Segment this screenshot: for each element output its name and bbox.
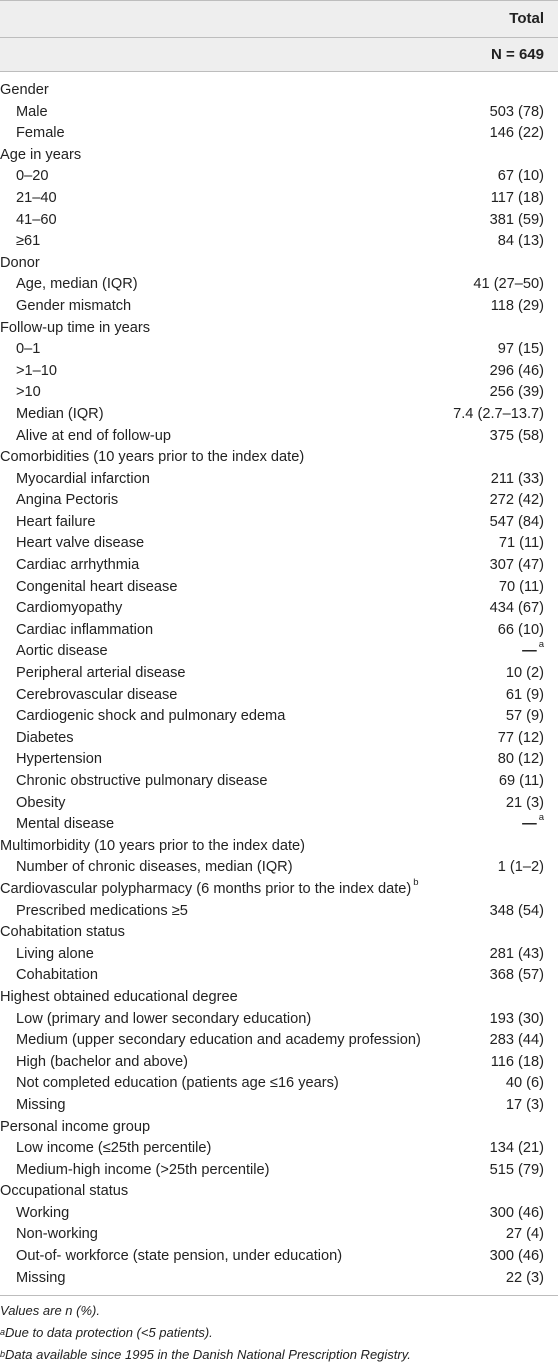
row-label-text: Working: [16, 1204, 70, 1221]
table-body: [0, 72, 558, 1289]
row-label-text: Male: [16, 103, 48, 120]
table-row: [0, 620, 558, 642]
row-value: [498, 728, 544, 750]
row-label: [16, 965, 98, 987]
table-row: [0, 102, 558, 124]
row-label-text: Low (primary and lower secondary education): [16, 1010, 312, 1027]
row-label: [16, 426, 171, 448]
footnote-marker: a: [538, 812, 544, 824]
row-value-text: 80 (12): [497, 751, 544, 768]
row-label-text: Alive at end of follow-up: [16, 427, 171, 444]
row-value: [490, 102, 544, 124]
row-value-text: 307 (47): [489, 557, 544, 574]
row-value: [490, 944, 544, 966]
row-value-text: 116 (18): [490, 1053, 544, 1070]
row-value: [491, 1052, 544, 1074]
row-label-text: Medium (upper secondary education and academy profession): [16, 1032, 421, 1049]
row-value: [490, 210, 544, 232]
row-label-text: Medium-high income (>25th percentile): [16, 1161, 270, 1178]
table-header: [0, 0, 558, 72]
row-label: [16, 533, 144, 555]
row-value: [506, 685, 544, 707]
row-value-text: 22 (3): [505, 1269, 544, 1286]
section-header-row: [0, 80, 558, 102]
row-label: [16, 166, 48, 188]
table-row: [0, 188, 558, 210]
row-label-text: Diabetes: [16, 729, 74, 746]
row-label-text: Living alone: [16, 945, 94, 962]
table-footnotes: [0, 1296, 558, 1366]
row-label-text: Cardiac inflammation: [16, 621, 154, 638]
footnote: [0, 1300, 558, 1322]
table-row: [0, 771, 558, 793]
header-row-n: [0, 38, 558, 71]
row-label: [0, 318, 150, 340]
row-label: [16, 296, 131, 318]
footnote-marker: b: [0, 1349, 6, 1360]
table-row: [0, 426, 558, 448]
row-label-text: Heart valve disease: [16, 535, 145, 552]
row-value-text: 10 (2): [505, 665, 544, 682]
section-header-row: [0, 987, 558, 1009]
row-label: [16, 857, 293, 879]
row-value: [490, 426, 544, 448]
row-value-text: 70 (11): [498, 578, 544, 595]
table-row: [0, 685, 558, 707]
row-label: [16, 577, 177, 599]
row-value: [490, 512, 544, 534]
table-row: [0, 793, 558, 815]
row-value: [506, 706, 544, 728]
section-header-row: [0, 447, 558, 469]
row-value: [506, 793, 544, 815]
row-label-text: Non-working: [16, 1226, 98, 1243]
footnote: [0, 1344, 558, 1366]
table-row: [0, 965, 558, 987]
row-label: [0, 1117, 150, 1139]
row-value: [490, 1009, 544, 1031]
row-value: [506, 1268, 544, 1290]
table-row: [0, 469, 558, 491]
row-label-text: >10: [16, 384, 41, 401]
footnote-text: Data available since 1995 in the Danish National Prescription Registry.: [5, 1347, 411, 1363]
row-value: [490, 123, 544, 145]
row-label: [16, 361, 57, 383]
row-label: [16, 944, 94, 966]
row-label: [16, 620, 153, 642]
row-value: [522, 814, 544, 836]
row-label: [16, 512, 96, 534]
row-label: [16, 404, 104, 426]
table-row: [0, 404, 558, 426]
row-label: [16, 598, 122, 620]
row-value-text: 77 (12): [497, 729, 544, 746]
footnote-text: Values are n (%).: [0, 1303, 100, 1319]
row-label: [16, 555, 139, 577]
row-value-text: 71 (11): [498, 535, 544, 552]
row-value-text: 118 (29): [490, 297, 544, 314]
row-label: [16, 1224, 98, 1246]
row-label-text: Cardiac arrhythmia: [16, 557, 140, 574]
table-row: [0, 339, 558, 361]
row-label-text: 21–40: [16, 189, 57, 206]
row-label-text: Obesity: [16, 794, 66, 811]
row-label-text: Cohabitation status: [0, 924, 125, 941]
n-label: N = 649: [491, 46, 544, 63]
table-row: [0, 123, 558, 145]
row-label: [0, 922, 125, 944]
row-value: [498, 231, 544, 253]
footnote-text: Due to data protection (<5 patients).: [5, 1325, 213, 1341]
row-value-text: 300 (46): [489, 1204, 544, 1221]
row-label: [16, 339, 40, 361]
row-label-text: Multimorbidity (10 years prior to the index date): [0, 837, 305, 854]
row-value-text: 7.4 (2.7–13.7): [453, 405, 544, 422]
row-value-text: 193 (30): [489, 1010, 544, 1027]
row-label-text: Congenital heart disease: [16, 578, 178, 595]
row-label: [16, 1268, 65, 1290]
row-label: [0, 447, 304, 469]
row-label-text: Highest obtained educational degree: [0, 988, 238, 1005]
row-value-text: 41 (27–50): [473, 276, 544, 293]
table-row: [0, 361, 558, 383]
row-label: [16, 1095, 65, 1117]
row-label-text: Follow-up time in years: [0, 319, 151, 336]
row-label-text: >1–10: [16, 362, 57, 379]
row-value-text: 375 (58): [489, 427, 544, 444]
row-label: [16, 469, 150, 491]
row-value: [490, 901, 544, 923]
row-value: [498, 339, 544, 361]
row-label: [16, 685, 177, 707]
row-value: [506, 1095, 544, 1117]
row-value: [498, 166, 544, 188]
row-label: [16, 641, 108, 663]
row-label: [16, 1246, 342, 1268]
table-row: [0, 1095, 558, 1117]
row-label-text: Prescribed medications ≥5: [16, 902, 188, 919]
row-value: [491, 188, 544, 210]
row-label-text: ≥61: [16, 233, 41, 250]
row-label: [0, 253, 40, 275]
table-row: [0, 598, 558, 620]
row-value-text: 66 (10): [497, 621, 544, 638]
row-label: [16, 1203, 69, 1225]
table-row: [0, 231, 558, 253]
table-row: [0, 382, 558, 404]
row-label-text: Missing: [16, 1096, 66, 1113]
row-label-text: Hypertension: [16, 751, 102, 768]
row-value-text: 547 (84): [489, 513, 544, 530]
row-label-text: Gender: [0, 82, 49, 98]
row-label: [16, 749, 102, 771]
row-value-text: 434 (67): [489, 600, 544, 617]
row-value-text: 134 (21): [489, 1140, 544, 1157]
row-label: [16, 382, 41, 404]
section-header-row: [0, 922, 558, 944]
row-label-text: Myocardial infarction: [16, 470, 150, 487]
row-value-text: 283 (44): [489, 1032, 544, 1049]
row-label: [0, 836, 305, 858]
header-row-total: [0, 1, 558, 38]
row-label: [16, 1030, 421, 1052]
row-label-text: Aortic disease: [16, 643, 108, 660]
row-value-text: 57 (9): [505, 708, 544, 725]
row-label-text: Occupational status: [0, 1183, 129, 1200]
row-label-text: Gender mismatch: [16, 297, 132, 314]
row-value-text: 69 (11): [498, 773, 544, 789]
row-value-text: 21 (3): [505, 794, 544, 811]
row-value-text: 61 (9): [505, 686, 544, 703]
row-label: [0, 145, 81, 167]
row-label-text: Mental disease: [16, 816, 115, 833]
row-label: [0, 987, 238, 1009]
row-label: [16, 231, 40, 253]
row-value-text: 97 (15): [497, 341, 544, 358]
row-value: [490, 965, 544, 987]
row-label-text: Chronic obstructive pulmonary disease: [16, 773, 268, 789]
row-label: [16, 490, 118, 512]
row-label: [16, 188, 57, 210]
row-label-text: Number of chronic diseases, median (IQR): [16, 859, 293, 876]
row-label-text: Out-of- workforce (state pension, under education): [16, 1248, 343, 1265]
row-value: [490, 490, 544, 512]
row-value-text: 84 (13): [497, 233, 544, 250]
row-value: [499, 577, 544, 599]
section-header-row: [0, 253, 558, 275]
table-row: [0, 274, 558, 296]
row-value: [499, 533, 544, 555]
row-value: [490, 1246, 544, 1268]
row-value-text: 211 (33): [490, 470, 544, 487]
table-row: [0, 1203, 558, 1225]
row-label-text: Personal income group: [0, 1118, 151, 1135]
section-header-row: [0, 1117, 558, 1139]
table-row: [0, 728, 558, 750]
row-label: [16, 1052, 188, 1074]
row-label-text: 0–20: [16, 168, 49, 185]
row-label-text: Low income (≤25th percentile): [16, 1140, 212, 1157]
row-value-text: 40 (6): [505, 1075, 544, 1092]
row-value: [499, 771, 544, 793]
section-header-row: [0, 145, 558, 167]
row-label-text: Donor: [0, 254, 40, 271]
table-row: [0, 749, 558, 771]
row-label: [16, 210, 57, 232]
row-label: [16, 728, 74, 750]
row-label-text: Female: [16, 125, 65, 142]
row-label: [16, 274, 138, 296]
column-title: Total: [509, 10, 544, 27]
row-value: [490, 361, 544, 383]
row-label: [16, 771, 267, 793]
table-row: [0, 166, 558, 188]
row-label: [0, 876, 419, 901]
row-label: [16, 1073, 339, 1095]
row-label: [16, 793, 65, 815]
row-label-text: Not completed education (patients age ≤16 years): [16, 1075, 339, 1092]
row-value-text: 146 (22): [489, 125, 544, 142]
row-value: [506, 1224, 544, 1246]
row-label-text: Heart failure: [16, 513, 96, 530]
table-row: [0, 577, 558, 599]
row-label: [0, 80, 49, 102]
row-value-text: 296 (46): [489, 362, 544, 379]
row-label-text: 41–60: [16, 211, 57, 228]
table-row: [0, 944, 558, 966]
table-row: [0, 555, 558, 577]
footnote: [0, 1322, 558, 1344]
row-value: [490, 1160, 544, 1182]
row-value: [506, 1073, 544, 1095]
row-value-text: 27 (4): [505, 1226, 544, 1243]
row-value-text: 256 (39): [489, 384, 544, 401]
footnote-marker: a: [538, 639, 544, 651]
row-value: [498, 620, 544, 642]
footnote-marker: a: [0, 1327, 6, 1338]
row-label-text: Cardiomyopathy: [16, 600, 123, 617]
row-label-text: Angina Pectoris: [16, 492, 119, 509]
table-row: [0, 1268, 558, 1290]
row-value-text: —: [522, 816, 537, 833]
table-row: [0, 663, 558, 685]
table-row: [0, 1030, 558, 1052]
table-row: [0, 901, 558, 923]
row-value-text: 515 (79): [489, 1161, 544, 1178]
table-row: [0, 512, 558, 534]
row-value: [490, 1138, 544, 1160]
table-row: [0, 490, 558, 512]
row-label-text: Cardiovascular polypharmacy (6 months prior to the index date): [0, 880, 412, 897]
row-label-text: Median (IQR): [16, 405, 104, 422]
table-row: [0, 706, 558, 728]
row-label: [16, 123, 65, 145]
table-row: [0, 814, 558, 836]
row-value: [498, 749, 544, 771]
table-row: [0, 1138, 558, 1160]
row-label-text: Missing: [16, 1269, 66, 1286]
table-row: [0, 210, 558, 232]
row-label: [16, 1009, 311, 1031]
row-value-text: 117 (18): [490, 189, 544, 206]
row-value-text: 348 (54): [489, 902, 544, 919]
row-value-text: 503 (78): [489, 103, 544, 120]
section-header-row: [0, 1181, 558, 1203]
table-row: [0, 296, 558, 318]
row-label-text: 0–1: [16, 341, 41, 358]
row-value: [498, 857, 544, 879]
row-value: [490, 598, 544, 620]
row-label-text: Comorbidities (10 years prior to the index date): [0, 449, 305, 466]
row-value-text: 1 (1–2): [497, 859, 544, 876]
row-value: [491, 469, 544, 491]
row-value-text: —: [522, 643, 537, 660]
row-value: [506, 663, 544, 685]
row-label-text: Age, median (IQR): [16, 276, 138, 293]
row-label-text: Cohabitation: [16, 967, 98, 984]
row-value-text: 300 (46): [489, 1248, 544, 1265]
row-value: [490, 1030, 544, 1052]
section-header-row: [0, 836, 558, 858]
row-label-text: Peripheral arterial disease: [16, 665, 186, 682]
row-label: [16, 102, 48, 124]
row-label: [16, 663, 186, 685]
table-row: [0, 1073, 558, 1095]
row-value-text: 67 (10): [497, 168, 544, 185]
row-label-text: Cerebrovascular disease: [16, 686, 178, 703]
table-row: [0, 857, 558, 879]
row-value-text: 368 (57): [489, 967, 544, 984]
row-label: [16, 1138, 211, 1160]
row-label: [16, 1160, 270, 1182]
table-row: [0, 1224, 558, 1246]
row-value: [490, 382, 544, 404]
row-label-text: Age in years: [0, 146, 82, 163]
row-value: [491, 296, 544, 318]
table-row: [0, 641, 558, 663]
row-value: [453, 404, 544, 426]
table-row: [0, 1009, 558, 1031]
table-row: [0, 1246, 558, 1268]
row-label-text: High (bachelor and above): [16, 1053, 188, 1070]
row-label: [16, 814, 114, 836]
row-value: [522, 641, 544, 663]
row-value: [473, 274, 544, 296]
row-value: [490, 555, 544, 577]
row-value-text: 381 (59): [489, 211, 544, 228]
row-value: [490, 1203, 544, 1225]
row-value-text: 272 (42): [489, 492, 544, 509]
section-header-row: [0, 318, 558, 340]
row-value-text: 17 (3): [505, 1096, 544, 1113]
row-label: [0, 1181, 128, 1203]
row-label: [16, 901, 188, 923]
table-row: [0, 1160, 558, 1182]
table-row: [0, 1052, 558, 1074]
row-label-text: Cardiogenic shock and pulmonary edema: [16, 708, 286, 725]
row-label: [16, 706, 285, 728]
section-header-row: [0, 876, 558, 901]
footnote-marker: b: [413, 876, 419, 888]
table-row: [0, 533, 558, 555]
row-value-text: 281 (43): [489, 945, 544, 962]
